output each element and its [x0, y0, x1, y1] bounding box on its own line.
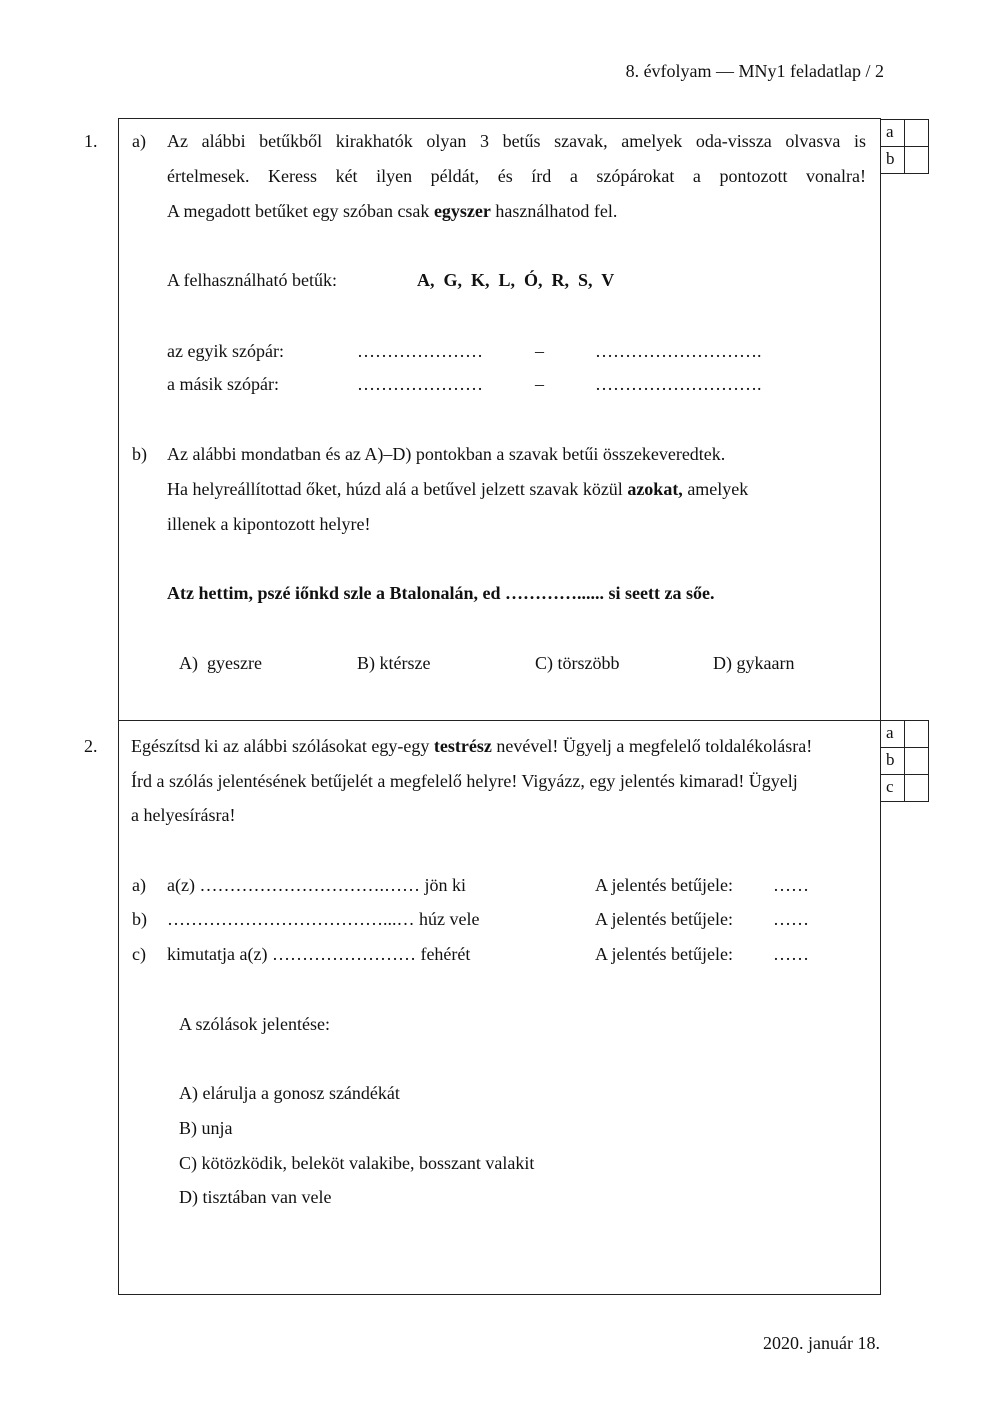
task2-number: 2.	[84, 736, 98, 756]
task1a-marker: a)	[132, 131, 146, 151]
score-label-a: a	[880, 720, 905, 748]
task1b-marker: b)	[132, 444, 147, 464]
option-c[interactable]: C) törszöbb	[535, 653, 620, 673]
score-cell-b[interactable]	[904, 747, 929, 775]
score-label-c: c	[880, 774, 905, 802]
pair1-dash: –	[535, 341, 544, 361]
line1-pre: Egészítsd ki az alábbi szólásokat egy-egy	[131, 736, 434, 756]
task1a-instruction-line1: Az alábbi betűkből kirakhatók olyan 3 betűs szavak, amelyek oda-vissza olvasva is	[167, 131, 866, 151]
item-a-label: A jelentés betűjele:	[595, 875, 733, 895]
task1b-instruction-line1: Az alábbi mondatban és az A)–D) pontokban a szavak betűi összekeveredtek.	[167, 444, 726, 464]
line3-bold: egyszer	[433, 201, 491, 221]
letters-label: A felhasználható betűk:	[167, 270, 337, 290]
meaning-c: C) kötözködik, beleköt valakibe, bosszant valakit	[179, 1153, 535, 1173]
item-c-marker: c)	[132, 944, 146, 964]
item-a-phrase[interactable]: a(z) ………………………….…… jön ki	[167, 875, 466, 895]
item-b-label: A jelentés betűjele:	[595, 909, 733, 929]
item-c-answer[interactable]: ……	[773, 944, 809, 964]
option-a[interactable]: A) gyeszre	[179, 653, 262, 673]
pair2-label: a másik szópár:	[167, 374, 279, 394]
item-c-label: A jelentés betűjele:	[595, 944, 733, 964]
task2-instruction-line2: Írd a szólás jelentésének betűjelét a megfelelő helyre! Vigyázz, egy jelentés kimarad! Ügyelj	[131, 771, 798, 791]
score-label-a: a	[880, 119, 905, 147]
line3-post: használhatod fel.	[490, 201, 618, 221]
score-label-b: b	[880, 146, 905, 174]
pair1-label: az egyik szópár:	[167, 341, 284, 361]
item-b-answer[interactable]: ……	[773, 909, 809, 929]
task2-instruction-line1	[131, 735, 812, 757]
task1a-instruction-line2: értelmesek. Keress két ilyen példát, és írd a szópárokat a pontozott vonalra!	[167, 166, 866, 186]
line2-bold: azokat,	[627, 479, 683, 499]
item-a-answer[interactable]: ……	[773, 875, 809, 895]
meaning-d: D) tisztában van vele	[179, 1187, 332, 1207]
task1b-instruction-line2	[167, 478, 748, 500]
pair2-word1-blank[interactable]: …………………	[357, 374, 483, 394]
line1-post: nevével! Ügyelj a megfelelő toldalékolásra!	[491, 736, 813, 756]
line3-pre: A megadott betűket egy szóban csak	[167, 201, 434, 221]
pair2-word2-blank[interactable]: ……………………….	[595, 374, 762, 394]
line1-bold: testrész	[433, 736, 492, 756]
score-cell-a[interactable]	[904, 119, 929, 147]
pair1-word2-blank[interactable]: ……………………….	[595, 341, 762, 361]
letters-list: A, G, K, L, Ó, R, S, V	[417, 270, 615, 290]
task2-instruction-line3: a helyesírásra!	[131, 805, 236, 825]
score-label-b: b	[880, 747, 905, 775]
task1a-instruction-line3	[167, 200, 617, 222]
task1b-instruction-line3: illenek a kipontozott helyre!	[167, 514, 371, 534]
item-b-phrase[interactable]: ………………………………...… húz vele	[167, 909, 480, 929]
scrambled-sentence: Atz hettim, pszé iőnkd szle a Btalonalán, ed …………...... si seett za sőe.	[167, 583, 715, 603]
pair2-dash: –	[535, 374, 544, 394]
task1-number: 1.	[84, 131, 98, 151]
pair1-word1-blank[interactable]: …………………	[357, 341, 483, 361]
meaning-b: B) unja	[179, 1118, 233, 1138]
item-a-marker: a)	[132, 875, 146, 895]
option-d[interactable]: D) gykaarn	[713, 653, 795, 673]
item-b-marker: b)	[132, 909, 147, 929]
meanings-title: A szólások jelentése:	[179, 1014, 330, 1034]
line2-post: amelyek	[682, 479, 749, 499]
item-c-phrase[interactable]: kimutatja a(z) …………………… fehérét	[167, 944, 471, 964]
page-header: 8. évfolyam — MNy1 feladatlap / 2	[625, 61, 884, 81]
page-footer: 2020. január 18.	[763, 1333, 880, 1353]
meaning-a: A) elárulja a gonosz szándékát	[179, 1083, 400, 1103]
option-b[interactable]: B) ktérsze	[357, 653, 431, 673]
line2-pre: Ha helyreállítottad őket, húzd alá a betűvel jelzett szavak közül	[167, 479, 628, 499]
score-cell-b[interactable]	[904, 146, 929, 174]
score-cell-c[interactable]	[904, 774, 929, 802]
score-cell-a[interactable]	[904, 720, 929, 748]
